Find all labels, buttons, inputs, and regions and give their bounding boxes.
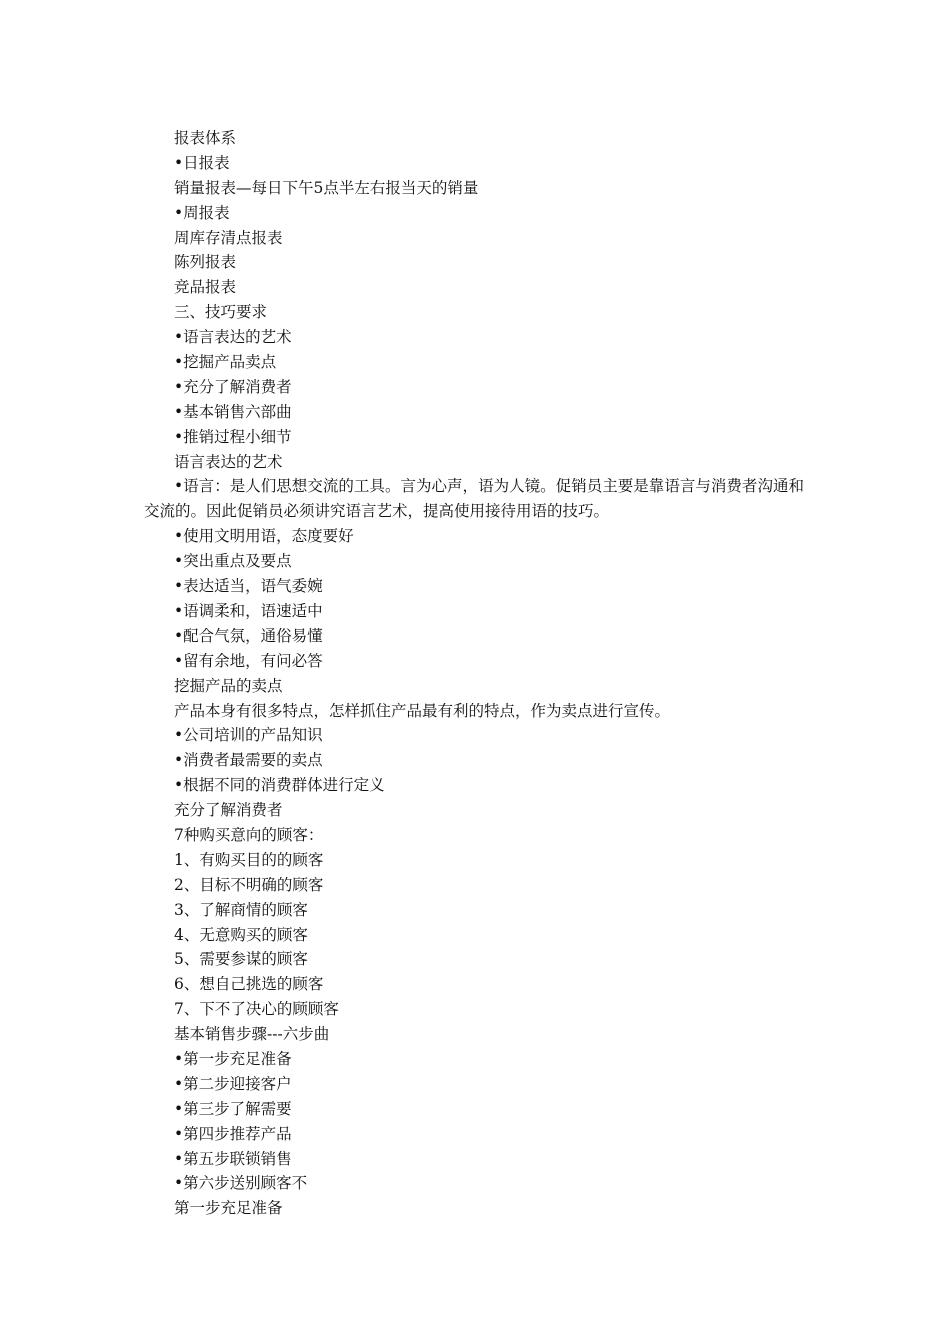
bullet-item: •语言表达的艺术 [174,328,292,347]
subsection-heading: 充分了解消费者 [174,801,283,820]
bullet-item: •第一步充足准备 [174,1049,292,1068]
text-line: 陈列报表 [174,253,237,272]
bullet-item: •日报表 [174,153,230,172]
bullet-item: •基本销售六部曲 [174,402,292,421]
numbered-item: 2、目标不明确的顾客 [174,875,324,894]
body-paragraph: •语言：是人们思想交流的工具。言为心声，语为人镜。促销员主要是靠语言与消费者沟通和交流的。因此促销员必须讲究语言艺术，提高使用接待用语的技巧。 [144,477,804,521]
text-line: 7种购买意向的顾客： [174,825,324,844]
document-body [144,126,804,1221]
numbered-item: 3、了解商情的顾客 [174,900,308,919]
section-heading: 三、技巧要求 [174,303,268,322]
subsection-heading: 第一步充足准备 [174,1199,283,1218]
numbered-item: 7、下不了决心的顾顾客 [174,1000,339,1019]
text-line: 竞品报表 [174,278,237,297]
bullet-item: •突出重点及要点 [174,552,292,571]
bullet-item: •推销过程小细节 [174,427,292,446]
bullet-item: •挖掘产品卖点 [174,353,277,372]
bullet-item: •留有余地，有问必答 [174,651,323,670]
subsection-heading: 挖掘产品的卖点 [174,676,283,695]
bullet-item: •根据不同的消费群体进行定义 [174,776,385,795]
bullet-item: •第四步推荐产品 [174,1124,292,1143]
numbered-item: 6、想自己挑选的顾客 [174,975,324,994]
bullet-item: •配合气氛，通俗易懂 [174,626,323,645]
bullet-item: •使用文明用语，态度要好 [174,527,354,546]
bullet-item: •语调柔和，语速适中 [174,601,323,620]
bullet-item: •第二步迎接客户 [174,1074,292,1093]
text-line: 周库存清点报表 [174,228,283,247]
text-line: 销量报表—每日下午5点半左右报当天的销量 [174,178,479,197]
numbered-item: 4、无意购买的顾客 [174,925,308,944]
bullet-item: •表达适当，语气委婉 [174,577,323,596]
bullet-item: •消费者最需要的卖点 [174,751,323,770]
subsection-heading: 基本销售步骤---六步曲 [174,1025,330,1044]
text-line: 产品本身有很多特点，怎样抓住产品最有利的特点，作为卖点进行宣传。 [174,701,671,720]
bullet-item: •第六步送别顾客不 [174,1174,308,1193]
bullet-item: •第三步了解需要 [174,1099,292,1118]
subsection-heading: 语言表达的艺术 [174,452,283,471]
numbered-item: 1、有购买目的的顾客 [174,850,324,869]
numbered-item: 5、需要参谋的顾客 [174,950,308,969]
bullet-item: •充分了解消费者 [174,377,292,396]
bullet-item: •周报表 [174,203,230,222]
bullet-item: •公司培训的产品知识 [174,726,323,745]
text-line: 报表体系 [174,129,237,147]
bullet-item: •第五步联锁销售 [174,1149,292,1168]
